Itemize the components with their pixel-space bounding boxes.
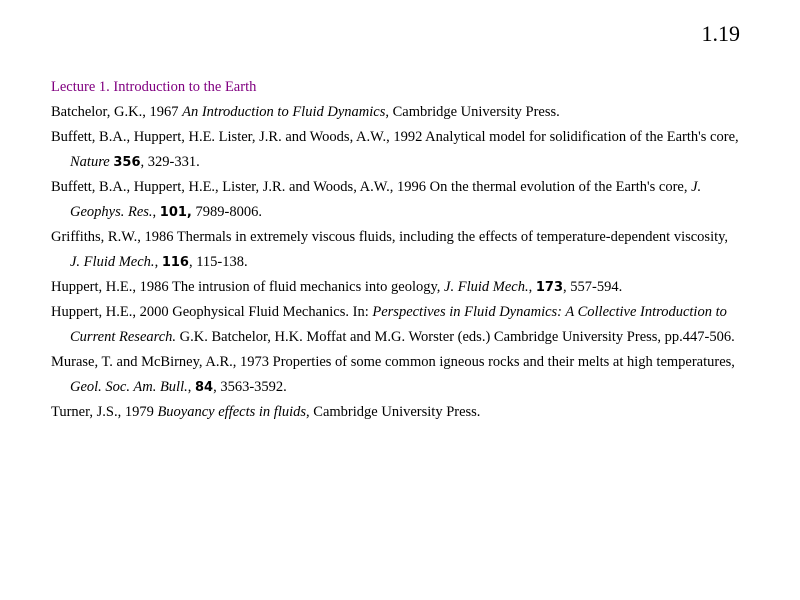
reference-pages: , 557-594. (563, 279, 623, 295)
reference-volume: 84 (194, 380, 214, 395)
reference-authors: Batchelor, G.K., 1967 (51, 104, 183, 120)
reference-volume: 116 (161, 255, 189, 270)
reference-pages: , 115-138. (188, 254, 248, 270)
reference-authors: Huppert, H.E., 2000 Geophysical Fluid Mechanics. In: (51, 304, 373, 320)
reference-journal: J. Fluid Mech. (70, 254, 155, 270)
reference-publisher: G.K. Batchelor, H.K. Moffat and M.G. Worster (eds.) Cambridge University Press, pp.447-506. (176, 329, 735, 345)
lecture-heading: Lecture 1. Introduction to the Earth (51, 79, 257, 95)
reference-journal: J. Fluid Mech. (444, 279, 529, 295)
reference-journal: J. Geophys. Res. (70, 179, 702, 220)
reference-publisher: , Cambridge University Press. (385, 104, 560, 120)
reference-authors: Turner, J.S., 1979 (51, 404, 158, 420)
reference-item: Murase, T. and McBirney, A.R., 1973 Properties of some common igneous rocks and their melts at high temperatures, Geol. Soc. Am. Bull., 84, 3563-3592. (51, 354, 735, 395)
reference-authors: Buffett, B.A., Huppert, H.E. Lister, J.R. and Woods, A.W., 1992 Analytical model for solidification of the Earth's core, (51, 129, 739, 145)
reference-item (51, 100, 741, 125)
reference-pages: , 329-331. (140, 154, 200, 170)
reference-volume: 173 (535, 280, 563, 295)
reference-item: Buffett, B.A., Huppert, H.E., Lister, J.R. and Woods, A.W., 1996 On the thermal evolution of the Earth's core, J. Geophys. Res., 101, 7989-8006. (51, 179, 702, 220)
reference-authors: Buffett, B.A., Huppert, H.E., Lister, J.R. and Woods, A.W., 1996 On the thermal evolution of the Earth's core, (51, 179, 692, 195)
reference-item (51, 125, 741, 175)
reference-volume: 356 (113, 155, 141, 170)
reference-item (51, 400, 741, 425)
reference-item (51, 300, 741, 350)
reference-authors: Murase, T. and McBirney, A.R., 1973 Properties of some common igneous rocks and their melts at high temperatures, (51, 354, 735, 370)
reference-volume: 101, (159, 205, 192, 220)
reference-publisher: , Cambridge University Press. (306, 404, 481, 420)
reference-journal: Nature (70, 154, 110, 170)
reference-authors: Huppert, H.E., 1986 The intrusion of fluid mechanics into geology, (51, 279, 445, 295)
reference-pages: 7989-8006. (191, 204, 262, 220)
reference-item: Huppert, H.E., 1986 The intrusion of fluid mechanics into geology, J. Fluid Mech., 173, 557-594. (51, 279, 623, 295)
reference-list (51, 75, 741, 425)
reference-pages: , 3563-3592. (213, 379, 287, 395)
reference-title: Buoyancy effects in fluids (157, 404, 307, 420)
reference-authors: Griffiths, R.W., 1986 Thermals in extremely viscous fluids, including the effects of temperature-dependent viscosity, (51, 229, 729, 245)
page-number: 1.19 (701, 21, 740, 46)
reference-item: Griffiths, R.W., 1986 Thermals in extremely viscous fluids, including the effects of temperature-dependent viscosity, J. Fluid Mech., 116, 115-138. (51, 229, 729, 270)
reference-title: Perspectives in Fluid Dynamics: A Collective Introduction to Current Research. (70, 304, 727, 345)
reference-journal: Geol. Soc. Am. Bull. (70, 379, 188, 395)
reference-title: An Introduction to Fluid Dynamics (182, 104, 386, 120)
